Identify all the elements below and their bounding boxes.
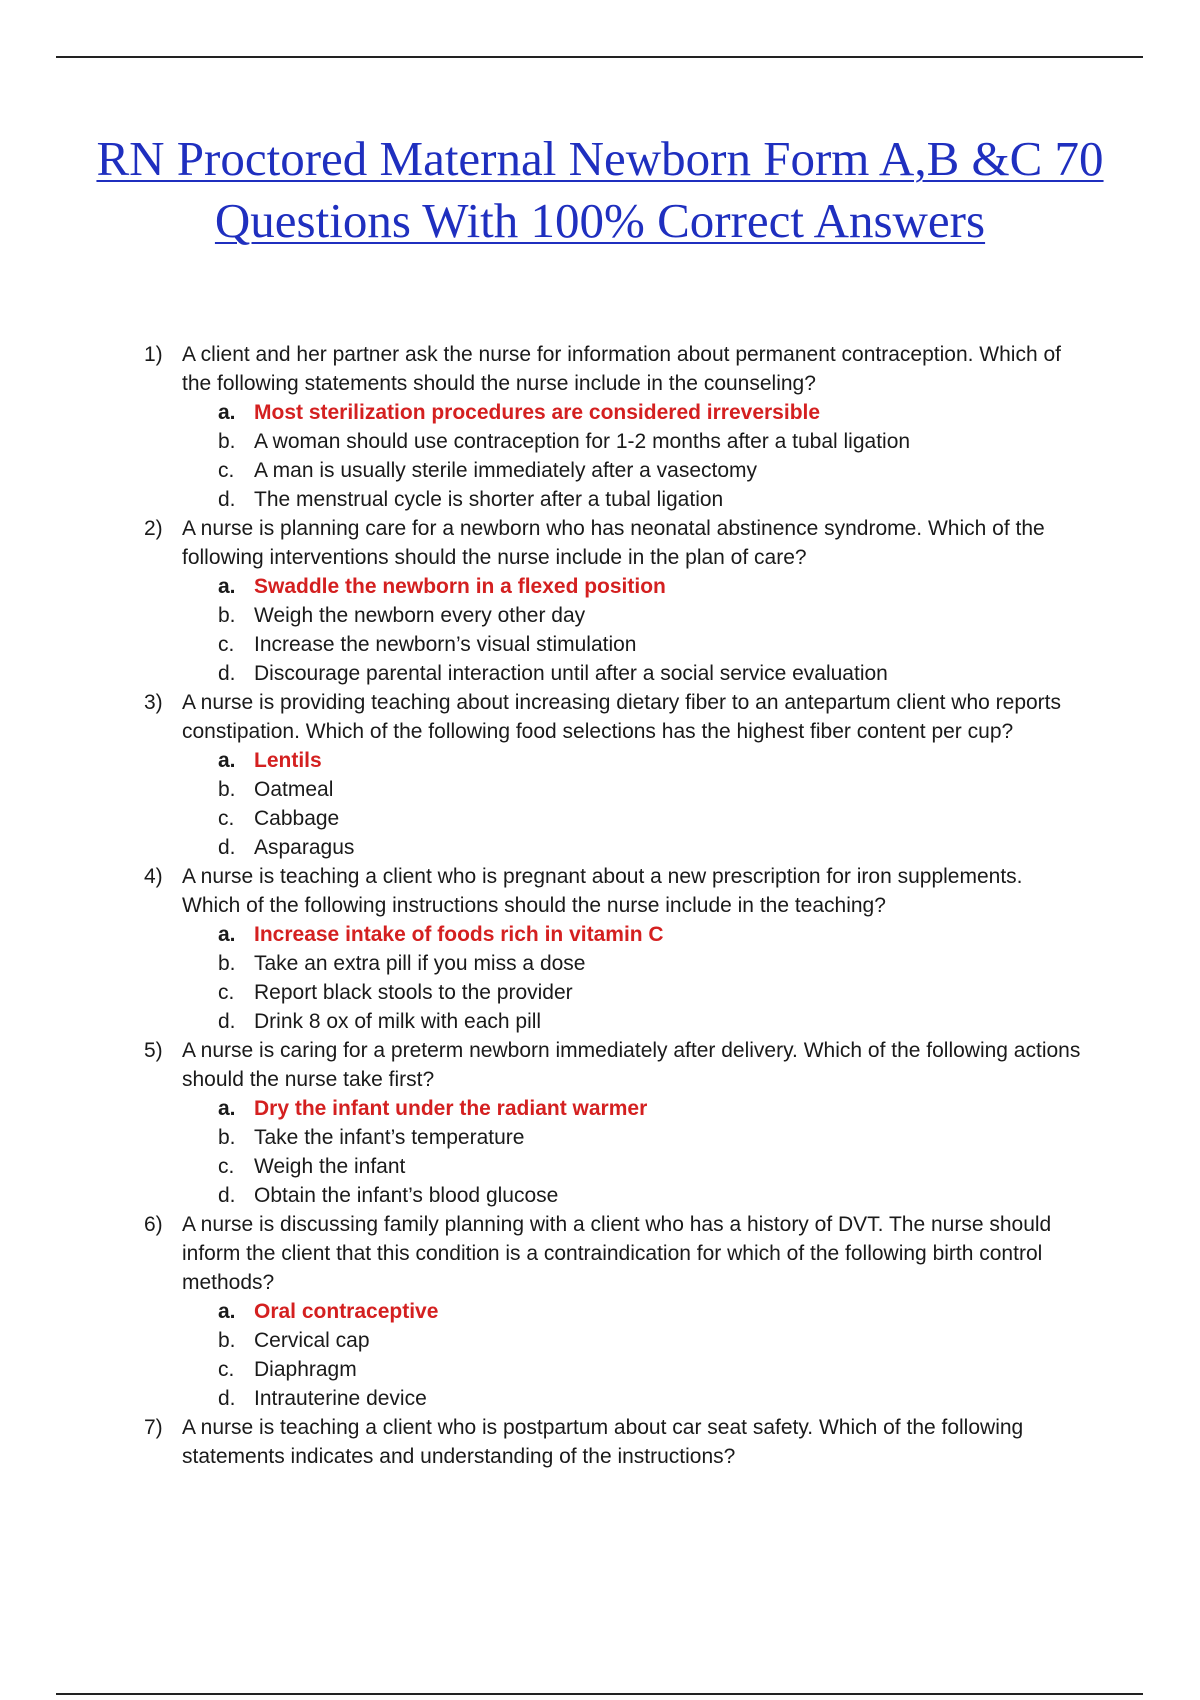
option-text: Intrauterine device [254,1387,427,1410]
option-letter: d. [218,836,236,859]
answer-option [0,1152,1200,1181]
answer-option [0,601,1200,630]
option-text: Report black stools to the provider [254,981,573,1004]
answer-option [0,1181,1200,1210]
question-list [0,340,1200,1471]
option-letter: a. [218,401,236,424]
answer-options [0,398,1200,514]
question-number: 5) [144,1039,163,1062]
option-letter: b. [218,952,236,975]
answer-option [0,630,1200,659]
option-letter: d. [218,1387,236,1410]
option-text: Most sterilization procedures are considered irreversible [254,401,821,424]
option-text: Weigh the newborn every other day [254,604,586,627]
option-text: Oral contraceptive [254,1300,439,1323]
option-text: Swaddle the newborn in a flexed position [254,575,666,598]
question-text: A nurse is teaching a client who is postpartum about car seat safety. Which of the following statements indicates and understanding of the instructions? [182,1416,1024,1468]
option-letter: d. [218,488,236,511]
answer-option [0,1355,1200,1384]
option-letter: d. [218,662,236,685]
option-text: Oatmeal [254,778,334,801]
option-letter: c. [218,807,235,830]
option-letter: a. [218,923,236,946]
question-number: 1) [144,343,163,366]
option-letter: b. [218,430,236,453]
option-letter: b. [218,778,236,801]
question-text: A nurse is caring for a preterm newborn immediately after delivery. Which of the following actions should the nurse take first? [182,1039,1081,1091]
answer-option [0,949,1200,978]
answer-option [0,1123,1200,1152]
answer-options [0,746,1200,862]
question-number: 4) [144,865,163,888]
correct-answer-option [0,1297,1200,1326]
option-text: Obtain the infant’s blood glucose [254,1184,559,1207]
question-3 [0,688,1200,862]
option-letter: c. [218,981,235,1004]
option-text: Take an extra pill if you miss a dose [254,952,586,975]
answer-option [0,775,1200,804]
option-text: Cervical cap [254,1329,370,1352]
answer-option [0,456,1200,485]
option-letter: d. [218,1010,236,1033]
answer-option [0,978,1200,1007]
answer-option [0,833,1200,862]
question-number: 3) [144,691,163,714]
question-text: A nurse is discussing family planning with a client who has a history of DVT. The nurse should inform the client that this condition is a contraindication for which of the following birth control methods? [182,1213,1052,1294]
option-text: Take the infant’s temperature [254,1126,525,1149]
option-letter: a. [218,575,236,598]
answer-option [0,427,1200,456]
option-letter: b. [218,1329,236,1352]
question-number: 6) [144,1213,163,1236]
bottom-rule [56,1693,1143,1695]
question-1 [0,340,1200,514]
option-text: Increase intake of foods rich in vitamin C [254,923,664,946]
option-letter: b. [218,604,236,627]
option-letter: d. [218,1184,236,1207]
option-letter: c. [218,459,235,482]
question-text: A nurse is planning care for a newborn who has neonatal abstinence syndrome. Which of the following interventions should the nurse include in the plan of care? [182,517,1045,569]
answer-options [0,920,1200,1036]
option-letter: a. [218,1097,236,1120]
answer-option [0,485,1200,514]
option-text: Lentils [254,749,322,772]
option-text: Drink 8 ox of milk with each pill [254,1010,542,1033]
document-title [60,128,1140,252]
question-text: A nurse is teaching a client who is pregnant about a new prescription for iron supplements. Which of the following instructions should the nurse include in the teaching? [182,865,1023,917]
question-number: 7) [144,1416,163,1439]
correct-answer-option [0,1094,1200,1123]
correct-answer-option [0,746,1200,775]
option-text: Increase the newborn’s visual stimulation [254,633,637,656]
document-title-text: RN Proctored Maternal Newborn Form A,B &C 70 Questions With 100% Correct Answers [96,131,1104,248]
option-letter: b. [218,1126,236,1149]
answer-options [0,1297,1200,1413]
question-2 [0,514,1200,688]
answer-option [0,804,1200,833]
question-7 [0,1413,1200,1471]
answer-option [0,1384,1200,1413]
answer-option [0,659,1200,688]
top-rule [56,56,1143,58]
option-text: A man is usually sterile immediately after a vasectomy [254,459,758,482]
correct-answer-option [0,920,1200,949]
option-letter: a. [218,749,236,772]
option-text: Asparagus [254,836,355,859]
correct-answer-option [0,572,1200,601]
question-4 [0,862,1200,1036]
option-letter: c. [218,1155,235,1178]
option-letter: c. [218,633,235,656]
question-text: A nurse is providing teaching about increasing dietary fiber to an antepartum client who reports constipation. Which of the following food selections has the highest fiber content per cup? [182,691,1062,743]
option-text: The menstrual cycle is shorter after a tubal ligation [254,488,724,511]
question-5 [0,1036,1200,1210]
option-letter: c. [218,1358,235,1381]
correct-answer-option [0,398,1200,427]
option-text: Diaphragm [254,1358,357,1381]
option-text: Weigh the infant [254,1155,406,1178]
option-text: A woman should use contraception for 1-2 months after a tubal ligation [254,430,911,453]
option-letter: a. [218,1300,236,1323]
answer-option [0,1326,1200,1355]
option-text: Cabbage [254,807,340,830]
option-text: Discourage parental interaction until after a social service evaluation [254,662,888,685]
question-text: A client and her partner ask the nurse for information about permanent contraception. Which of the following statements should the nurse include in the counseling? [182,343,1061,395]
option-text: Dry the infant under the radiant warmer [254,1097,648,1120]
answer-option [0,1007,1200,1036]
question-6 [0,1210,1200,1413]
answer-options [0,572,1200,688]
question-number: 2) [144,517,163,540]
answer-options [0,1094,1200,1210]
